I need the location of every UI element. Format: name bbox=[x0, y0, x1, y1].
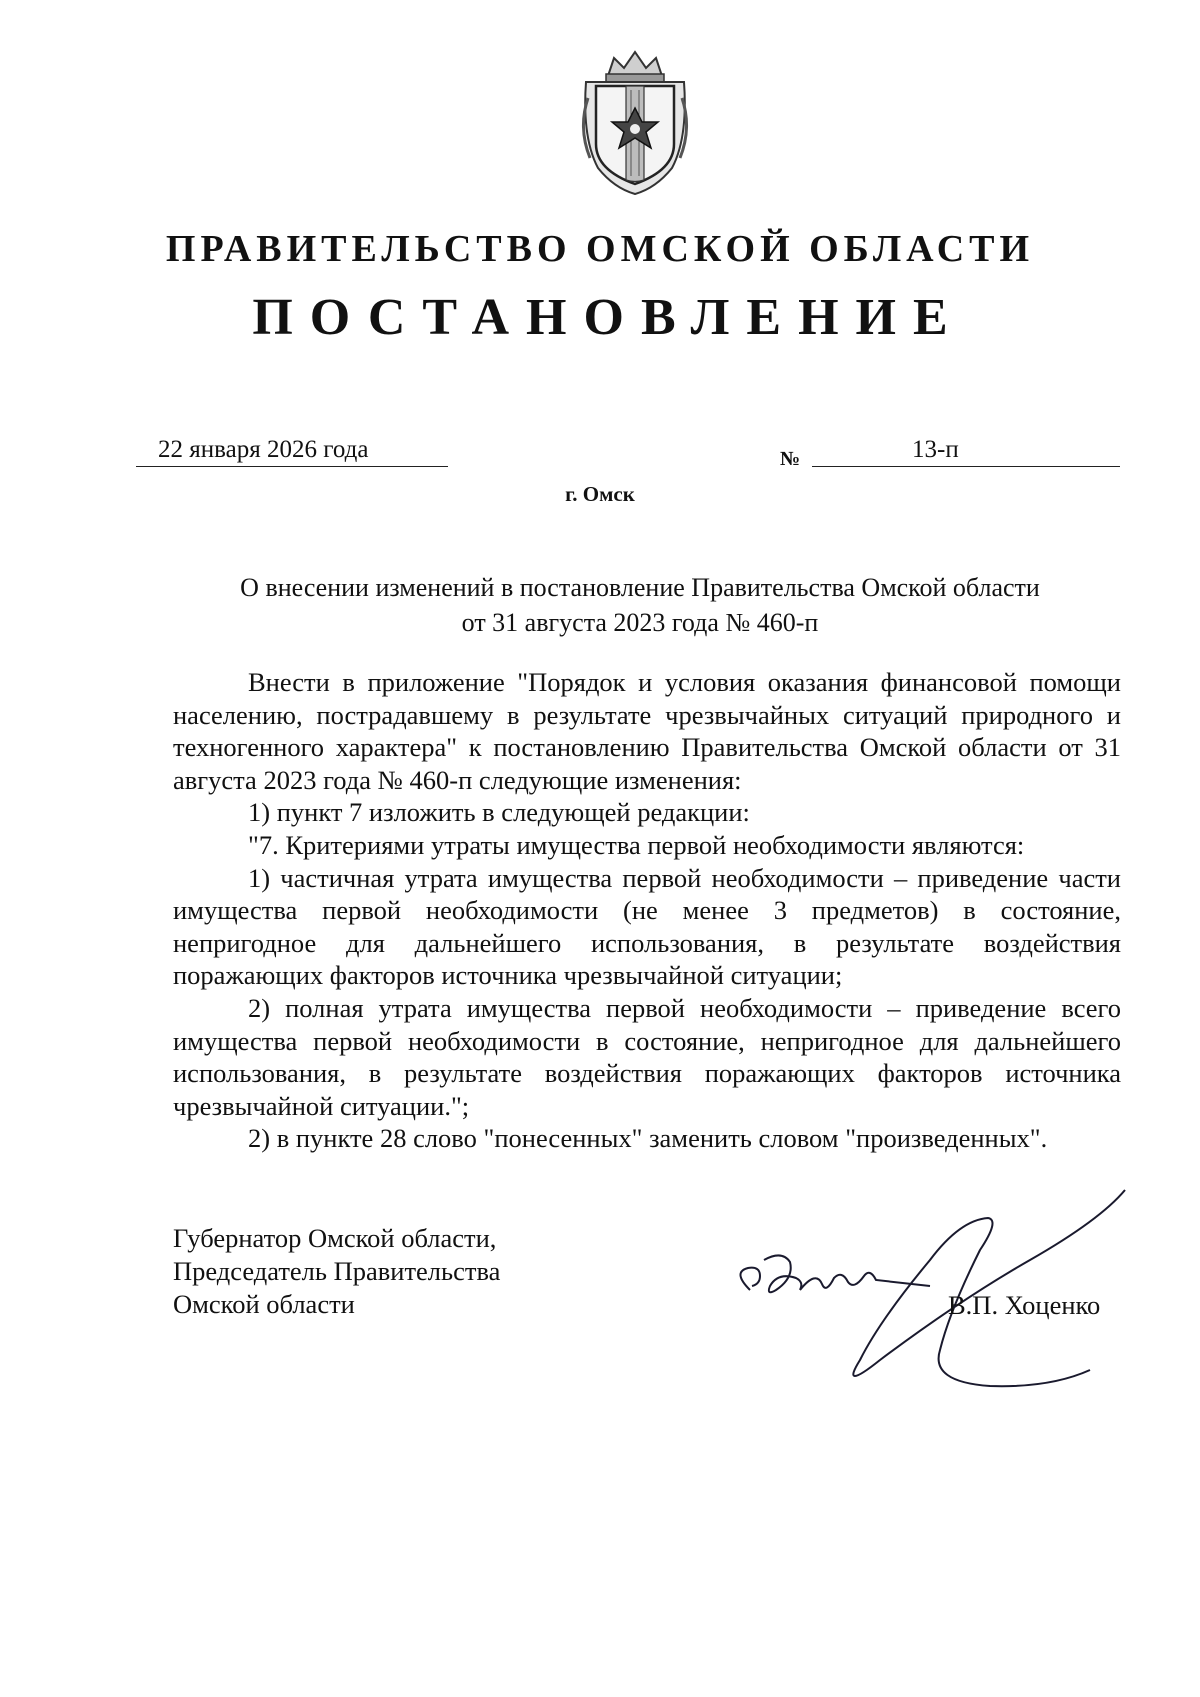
body-paragraph: 1) частичная утрата имущества первой необходимости – приведение части имущества первой необходимости (не менее 3 предметов) в состояние, непригодное для дальнейшего использования, в результате воздействия поражающих факторов источника чрезвычайной ситуации; bbox=[173, 862, 1121, 991]
signatory-position bbox=[173, 1222, 500, 1321]
position-line: Председатель Правительства bbox=[173, 1256, 501, 1286]
position-line: Омской области bbox=[173, 1289, 355, 1319]
handwritten-signature-icon bbox=[730, 1160, 1130, 1400]
date-field bbox=[136, 436, 448, 467]
body-paragraph: 2) полная утрата имущества первой необходимости – приведение всего имущества первой необходимости в состояние, непригодное для дальнейшего использования, в результате воздействия поражающих факторов источника чрезвычайной ситуации."; bbox=[173, 992, 1121, 1121]
document-date: 22 января 2026 года bbox=[158, 436, 369, 463]
position-line: Губернатор Омской области, bbox=[173, 1223, 497, 1253]
body-paragraph: 2) в пункте 28 слово "понесенных" заменить словом "произведенных". bbox=[248, 1123, 1048, 1154]
document-number: 13-п bbox=[912, 436, 959, 463]
document-type: ПОСТАНОВЛЕНИЕ bbox=[252, 289, 965, 346]
document-city: г. Омск bbox=[565, 482, 635, 506]
number-label: № bbox=[780, 448, 801, 470]
document-subject bbox=[180, 570, 1100, 640]
body-paragraph: Внести в приложение "Порядок и условия оказания финансовой помощи населению, пострадавшему в результате чрезвычайных ситуаций природного и техногенного характера" к постановлению Правительства Омской области от 31 августа 2023 года № 460-п следующие изменения: bbox=[173, 667, 1121, 795]
document-body bbox=[173, 666, 1121, 1155]
subject-line-1: О внесении изменений в постановление Правительства Омской области bbox=[240, 573, 1040, 602]
subject-line-2: от 31 августа 2023 года № 460-п bbox=[461, 608, 819, 637]
coat-of-arms-icon bbox=[570, 48, 700, 198]
number-field bbox=[812, 436, 1120, 467]
organization-name: ПРАВИТЕЛЬСТВО ОМСКОЙ ОБЛАСТИ bbox=[165, 228, 1035, 270]
body-paragraph: 1) пункт 7 изложить в следующей редакции: bbox=[248, 797, 750, 828]
signer-name: В.П. Хоценко bbox=[948, 1290, 1101, 1320]
body-paragraph: "7. Критериями утраты имущества первой необходимости являются: bbox=[248, 829, 1025, 860]
